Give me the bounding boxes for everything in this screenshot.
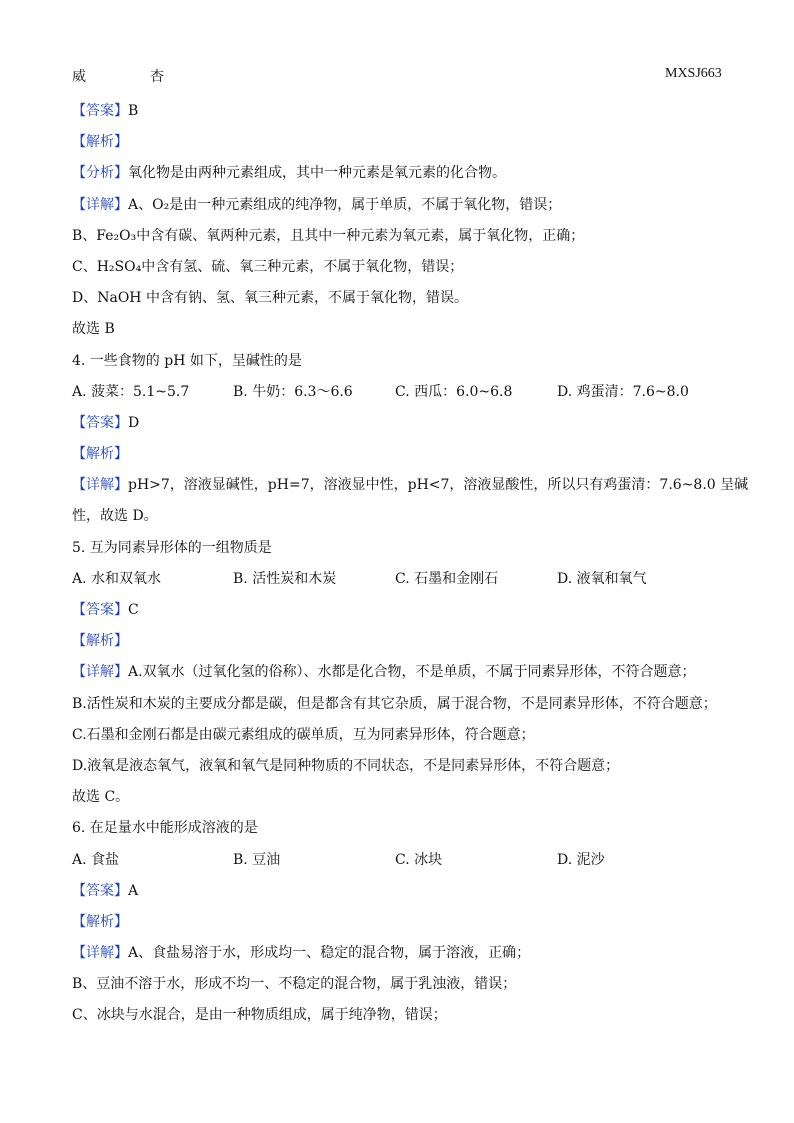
line-text: C、H₂SO₄中含有氢、硫、氧三种元素，不属于氧化物，错误；	[72, 258, 464, 275]
section-label: 【解析】	[72, 446, 128, 463]
detail-line	[72, 657, 722, 688]
line-text: 4. 一些食物的 pH 如下，呈碱性的是	[72, 352, 302, 369]
text-line	[72, 969, 722, 1000]
header-middle-text: 杏	[150, 69, 164, 85]
option-b: B. 豆油	[233, 851, 281, 868]
section-label: 【答案】	[72, 103, 128, 119]
section-label: 【详解】	[72, 945, 128, 962]
answer-options	[72, 377, 722, 408]
answer-line	[72, 408, 722, 439]
fenxi-line	[72, 158, 722, 189]
section-label: 【答案】	[72, 602, 128, 618]
analysis-line	[72, 127, 722, 158]
section-label: 【分析】	[72, 165, 128, 182]
line-text: A、食盐易溶于水，形成均一、稳定的混合物，属于溶液，正确；	[128, 945, 531, 962]
section-label: 【详解】	[72, 664, 128, 681]
analysis-line	[72, 439, 722, 470]
text-line	[72, 501, 722, 532]
option-a: A. 水和双氧水	[72, 570, 162, 587]
text-line	[72, 720, 722, 751]
text-line	[72, 252, 722, 283]
line-text: A	[128, 882, 139, 899]
text-line	[72, 314, 722, 345]
option-a: A. 菠菜：5.1~5.7	[72, 383, 190, 400]
line-text: A、O₂是由一种元素组成的纯净物，属于单质，不属于氧化物，错误；	[128, 196, 562, 213]
option-c: C. 冰块	[395, 851, 443, 868]
header-left-text: 威	[72, 69, 86, 85]
answer-options	[72, 845, 722, 876]
text-line	[72, 1000, 722, 1031]
line-text: B.活性炭和木炭的主要成分都是碳，但是都含有其它杂质，属于混合物，不是同素异形体，不符合题意；	[72, 695, 717, 712]
text-line	[72, 751, 722, 782]
detail-line	[72, 938, 722, 969]
line-text: 5. 互为同素异形体的一组物质是	[72, 539, 272, 556]
text-line	[72, 283, 722, 314]
text-line	[72, 221, 722, 252]
line-text: 氧化物是由两种元素组成，其中一种元素是氧元素的化合物。	[128, 165, 506, 182]
section-label: 【答案】	[72, 414, 128, 431]
text-line	[72, 689, 722, 720]
line-text: C.石墨和金刚石都是由碳元素组成的碳单质，互为同素异形体，符合题意；	[72, 726, 535, 743]
line-text: 性，故选 D。	[72, 508, 158, 525]
detail-line	[72, 190, 722, 221]
text-line	[72, 813, 722, 844]
line-text: 6. 在足量水中能形成溶液的是	[72, 820, 258, 837]
line-text: 故选 B	[72, 321, 115, 338]
option-b: B. 活性炭和木炭	[233, 570, 337, 587]
analysis-line	[72, 907, 722, 938]
line-text: D、NaOH 中含有钠、氢、氧三种元素，不属于氧化物，错误。	[72, 290, 468, 307]
line-text: D	[128, 414, 140, 431]
option-d: D. 液氧和氧气	[557, 570, 647, 587]
line-text: B	[128, 103, 139, 119]
detail-line	[72, 470, 749, 501]
text-line	[72, 782, 722, 813]
option-d: D. 鸡蛋清：7.6~8.0	[557, 383, 689, 400]
answer-line	[72, 876, 722, 907]
section-label: 【详解】	[72, 196, 128, 213]
option-a: A. 食盐	[72, 851, 120, 868]
line-text: B、豆油不溶于水，形成不均一、不稳定的混合物，属于乳浊液，错误；	[72, 976, 517, 993]
option-c: C. 石墨和金刚石	[395, 570, 499, 587]
section-label: 【详解】	[72, 477, 128, 494]
section-label: 【解析】	[72, 633, 128, 650]
text-line	[72, 533, 722, 564]
section-label: 【答案】	[72, 882, 128, 899]
line-text: D.液氧是液态氧气，液氧和氧气是同种物质的不同状态，不是同素异形体，不符合题意；	[72, 757, 620, 774]
section-label: 【解析】	[72, 913, 128, 930]
answer-line	[72, 595, 722, 626]
analysis-line	[72, 626, 722, 657]
option-d: D. 泥沙	[557, 851, 605, 868]
line-text: A.双氧水（过氧化氢的俗称）、水都是化合物，不是单质，不属于同素异形体，不符合题意；	[128, 664, 696, 681]
answer-options	[72, 564, 722, 595]
option-b: B. 牛奶：6.3～6.6	[233, 383, 353, 400]
line-text: 故选 C。	[72, 789, 130, 806]
line-text: pH>7，溶液显碱性，pH=7，溶液显中性，pH<7，溶液显酸性，所以只有鸡蛋清：7.6~8.0 呈碱	[128, 477, 749, 494]
line-text: C、冰块与水混合，是由一种物质组成，属于纯净物，错误；	[72, 1007, 447, 1024]
line-text: B、Fe₂O₃中含有碳、氧两种元素，且其中一种元素为氧元素，属于氧化物，正确；	[72, 227, 585, 244]
text-line	[72, 346, 722, 377]
section-label: 【解析】	[72, 134, 128, 151]
header-code: MXSJ663	[665, 66, 722, 81]
document-body	[72, 96, 749, 1032]
option-c: C. 西瓜：6.0~6.8	[395, 383, 513, 400]
answer-line	[72, 96, 722, 127]
line-text: C	[128, 602, 139, 618]
